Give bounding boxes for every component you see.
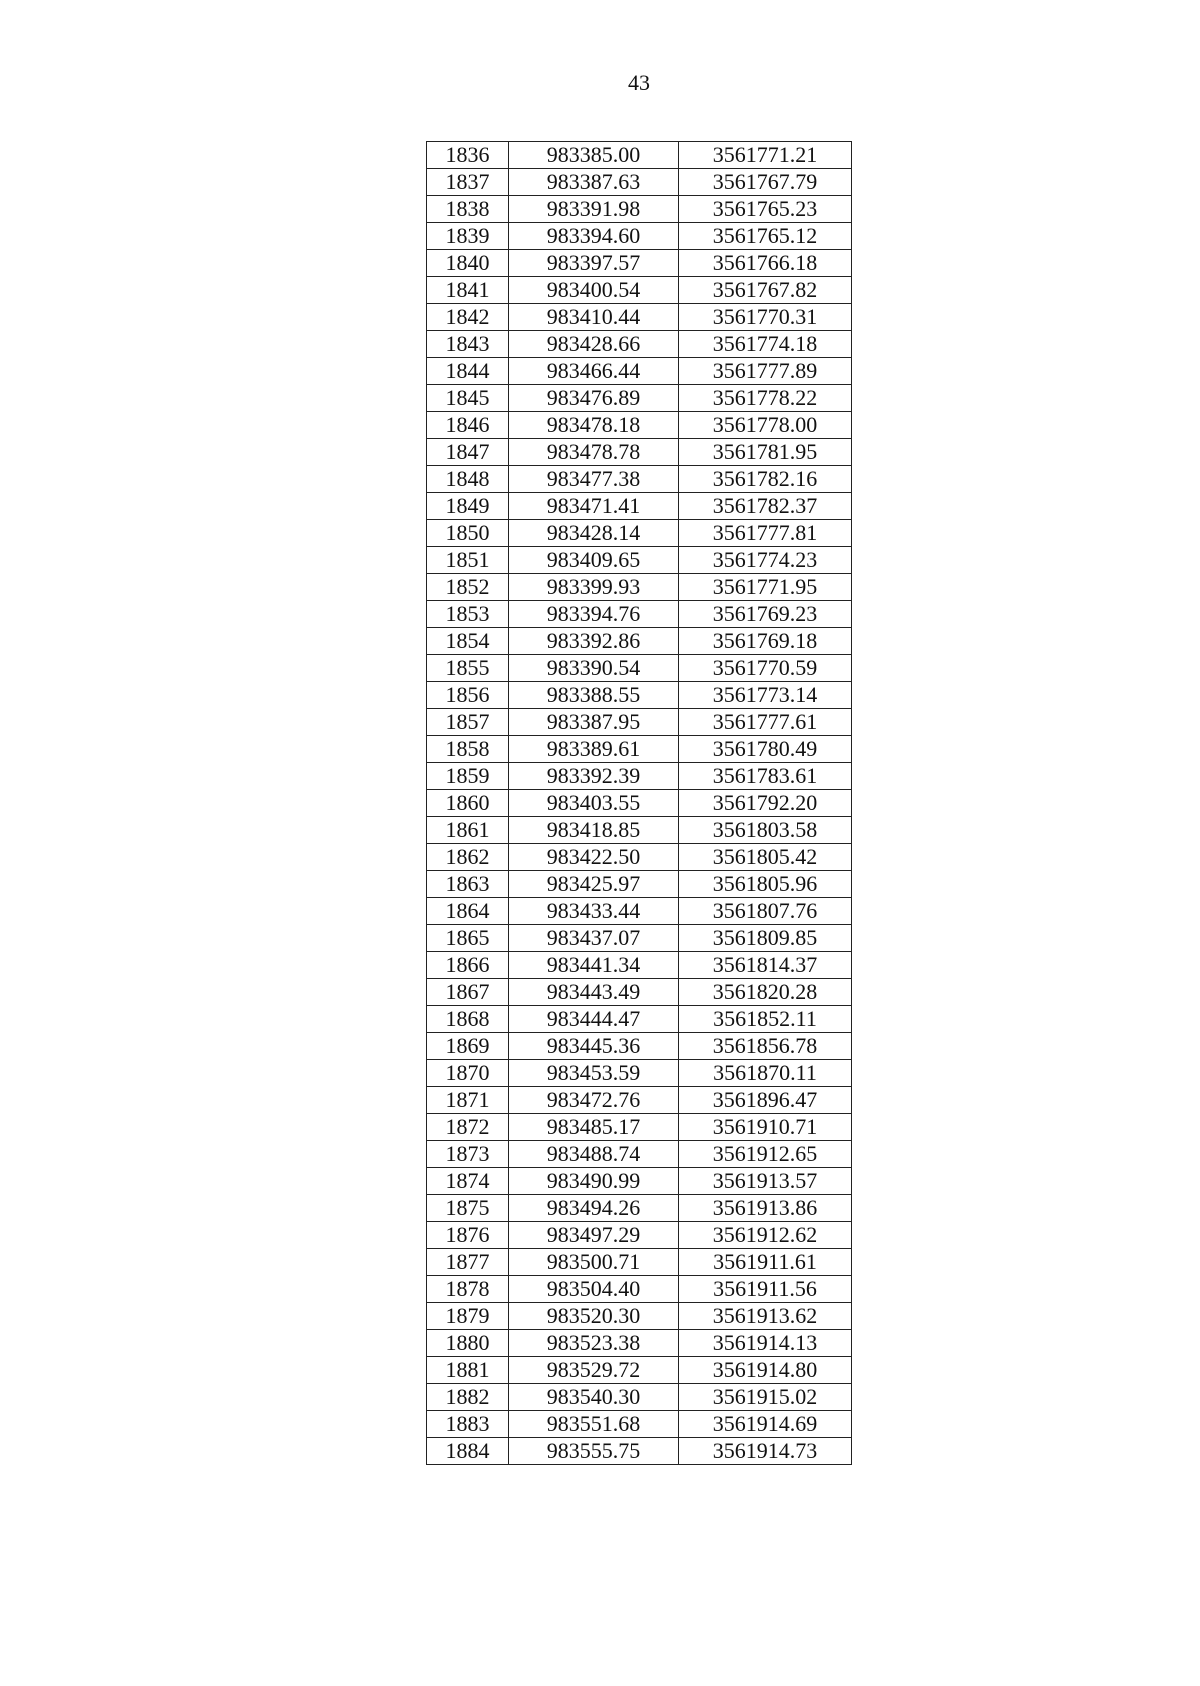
y-coordinate-cell: 3561769.18 (679, 628, 852, 655)
point-number-cell: 1840 (427, 250, 509, 277)
y-coordinate-cell: 3561774.18 (679, 331, 852, 358)
y-coordinate-cell: 3561913.57 (679, 1168, 852, 1195)
point-number-cell: 1852 (427, 574, 509, 601)
table-row (427, 1438, 852, 1465)
table-row (427, 709, 852, 736)
point-number-cell: 1864 (427, 898, 509, 925)
x-coordinate-cell: 983443.49 (509, 979, 679, 1006)
point-number-cell: 1862 (427, 844, 509, 871)
point-number-cell: 1870 (427, 1060, 509, 1087)
x-coordinate-cell: 983391.98 (509, 196, 679, 223)
y-coordinate-cell: 3561803.58 (679, 817, 852, 844)
y-coordinate-cell: 3561914.13 (679, 1330, 852, 1357)
x-coordinate-cell: 983488.74 (509, 1141, 679, 1168)
point-number-cell: 1859 (427, 763, 509, 790)
x-coordinate-cell: 983394.76 (509, 601, 679, 628)
x-coordinate-cell: 983478.18 (509, 412, 679, 439)
y-coordinate-cell: 3561778.22 (679, 385, 852, 412)
table-row (427, 142, 852, 169)
x-coordinate-cell: 983471.41 (509, 493, 679, 520)
y-coordinate-cell: 3561781.95 (679, 439, 852, 466)
x-coordinate-cell: 983523.38 (509, 1330, 679, 1357)
x-coordinate-cell: 983472.76 (509, 1087, 679, 1114)
point-number-cell: 1854 (427, 628, 509, 655)
x-coordinate-cell: 983422.50 (509, 844, 679, 871)
table-row (427, 925, 852, 952)
table-row (427, 385, 852, 412)
y-coordinate-cell: 3561912.62 (679, 1222, 852, 1249)
x-coordinate-cell: 983500.71 (509, 1249, 679, 1276)
y-coordinate-cell: 3561914.73 (679, 1438, 852, 1465)
page-number: 43 (628, 70, 650, 95)
table-row (427, 412, 852, 439)
table-row (427, 547, 852, 574)
table-row (427, 736, 852, 763)
table-row (427, 1249, 852, 1276)
coordinates-table (426, 141, 852, 1465)
table-row (427, 1168, 852, 1195)
table-row (427, 1303, 852, 1330)
x-coordinate-cell: 983466.44 (509, 358, 679, 385)
x-coordinate-cell: 983397.57 (509, 250, 679, 277)
y-coordinate-cell: 3561780.49 (679, 736, 852, 763)
point-number-cell: 1844 (427, 358, 509, 385)
point-number-cell: 1842 (427, 304, 509, 331)
y-coordinate-cell: 3561910.71 (679, 1114, 852, 1141)
y-coordinate-cell: 3561870.11 (679, 1060, 852, 1087)
point-number-cell: 1884 (427, 1438, 509, 1465)
y-coordinate-cell: 3561914.80 (679, 1357, 852, 1384)
y-coordinate-cell: 3561805.96 (679, 871, 852, 898)
y-coordinate-cell: 3561783.61 (679, 763, 852, 790)
table-row (427, 520, 852, 547)
point-number-cell: 1850 (427, 520, 509, 547)
table-row (427, 979, 852, 1006)
y-coordinate-cell: 3561770.59 (679, 655, 852, 682)
table-row (427, 790, 852, 817)
point-number-cell: 1838 (427, 196, 509, 223)
y-coordinate-cell: 3561777.61 (679, 709, 852, 736)
y-coordinate-cell: 3561814.37 (679, 952, 852, 979)
point-number-cell: 1855 (427, 655, 509, 682)
table-row (427, 655, 852, 682)
x-coordinate-cell: 983403.55 (509, 790, 679, 817)
table-row (427, 1141, 852, 1168)
x-coordinate-cell: 983392.39 (509, 763, 679, 790)
point-number-cell: 1856 (427, 682, 509, 709)
y-coordinate-cell: 3561856.78 (679, 1033, 852, 1060)
y-coordinate-cell: 3561782.37 (679, 493, 852, 520)
y-coordinate-cell: 3561770.31 (679, 304, 852, 331)
point-number-cell: 1876 (427, 1222, 509, 1249)
x-coordinate-cell: 983387.95 (509, 709, 679, 736)
y-coordinate-cell: 3561766.18 (679, 250, 852, 277)
point-number-cell: 1874 (427, 1168, 509, 1195)
x-coordinate-cell: 983388.55 (509, 682, 679, 709)
table-row (427, 358, 852, 385)
table-row (427, 1195, 852, 1222)
x-coordinate-cell: 983485.17 (509, 1114, 679, 1141)
point-number-cell: 1863 (427, 871, 509, 898)
x-coordinate-cell: 983400.54 (509, 277, 679, 304)
x-coordinate-cell: 983387.63 (509, 169, 679, 196)
y-coordinate-cell: 3561915.02 (679, 1384, 852, 1411)
point-number-cell: 1879 (427, 1303, 509, 1330)
y-coordinate-cell: 3561807.76 (679, 898, 852, 925)
x-coordinate-cell: 983425.97 (509, 871, 679, 898)
table-row (427, 1114, 852, 1141)
point-number-cell: 1860 (427, 790, 509, 817)
table-row (427, 574, 852, 601)
table-row (427, 1411, 852, 1438)
point-number-cell: 1869 (427, 1033, 509, 1060)
x-coordinate-cell: 983389.61 (509, 736, 679, 763)
point-number-cell: 1839 (427, 223, 509, 250)
table-row (427, 844, 852, 871)
point-number-cell: 1881 (427, 1357, 509, 1384)
x-coordinate-cell: 983394.60 (509, 223, 679, 250)
point-number-cell: 1846 (427, 412, 509, 439)
table-row (427, 763, 852, 790)
point-number-cell: 1878 (427, 1276, 509, 1303)
y-coordinate-cell: 3561911.61 (679, 1249, 852, 1276)
point-number-cell: 1858 (427, 736, 509, 763)
y-coordinate-cell: 3561805.42 (679, 844, 852, 871)
x-coordinate-cell: 983444.47 (509, 1006, 679, 1033)
table-row (427, 952, 852, 979)
point-number-cell: 1848 (427, 466, 509, 493)
y-coordinate-cell: 3561913.62 (679, 1303, 852, 1330)
table-row (427, 628, 852, 655)
table-row (427, 1384, 852, 1411)
x-coordinate-cell: 983437.07 (509, 925, 679, 952)
x-coordinate-cell: 983390.54 (509, 655, 679, 682)
table-row (427, 331, 852, 358)
x-coordinate-cell: 983494.26 (509, 1195, 679, 1222)
point-number-cell: 1867 (427, 979, 509, 1006)
point-number-cell: 1849 (427, 493, 509, 520)
y-coordinate-cell: 3561820.28 (679, 979, 852, 1006)
x-coordinate-cell: 983551.68 (509, 1411, 679, 1438)
y-coordinate-cell: 3561765.23 (679, 196, 852, 223)
x-coordinate-cell: 983418.85 (509, 817, 679, 844)
point-number-cell: 1873 (427, 1141, 509, 1168)
point-number-cell: 1847 (427, 439, 509, 466)
table-row (427, 1330, 852, 1357)
x-coordinate-cell: 983497.29 (509, 1222, 679, 1249)
point-number-cell: 1865 (427, 925, 509, 952)
point-number-cell: 1871 (427, 1087, 509, 1114)
y-coordinate-cell: 3561767.79 (679, 169, 852, 196)
table-row (427, 1357, 852, 1384)
point-number-cell: 1861 (427, 817, 509, 844)
x-coordinate-cell: 983428.14 (509, 520, 679, 547)
y-coordinate-cell: 3561774.23 (679, 547, 852, 574)
x-coordinate-cell: 983520.30 (509, 1303, 679, 1330)
y-coordinate-cell: 3561852.11 (679, 1006, 852, 1033)
point-number-cell: 1857 (427, 709, 509, 736)
y-coordinate-cell: 3561771.21 (679, 142, 852, 169)
table-row (427, 1060, 852, 1087)
y-coordinate-cell: 3561896.47 (679, 1087, 852, 1114)
point-number-cell: 1866 (427, 952, 509, 979)
point-number-cell: 1875 (427, 1195, 509, 1222)
point-number-cell: 1883 (427, 1411, 509, 1438)
table-row (427, 196, 852, 223)
point-number-cell: 1836 (427, 142, 509, 169)
table-row (427, 439, 852, 466)
point-number-cell: 1843 (427, 331, 509, 358)
x-coordinate-cell: 983428.66 (509, 331, 679, 358)
table-row (427, 250, 852, 277)
table-row (427, 817, 852, 844)
x-coordinate-cell: 983540.30 (509, 1384, 679, 1411)
table-row (427, 1087, 852, 1114)
x-coordinate-cell: 983385.00 (509, 142, 679, 169)
x-coordinate-cell: 983477.38 (509, 466, 679, 493)
table-row (427, 871, 852, 898)
y-coordinate-cell: 3561777.89 (679, 358, 852, 385)
point-number-cell: 1877 (427, 1249, 509, 1276)
y-coordinate-cell: 3561765.12 (679, 223, 852, 250)
x-coordinate-cell: 983476.89 (509, 385, 679, 412)
x-coordinate-cell: 983410.44 (509, 304, 679, 331)
table-row (427, 682, 852, 709)
point-number-cell: 1837 (427, 169, 509, 196)
x-coordinate-cell: 983433.44 (509, 898, 679, 925)
x-coordinate-cell: 983399.93 (509, 574, 679, 601)
y-coordinate-cell: 3561914.69 (679, 1411, 852, 1438)
point-number-cell: 1853 (427, 601, 509, 628)
table-row (427, 277, 852, 304)
point-number-cell: 1880 (427, 1330, 509, 1357)
point-number-cell: 1882 (427, 1384, 509, 1411)
x-coordinate-cell: 983392.86 (509, 628, 679, 655)
table-row (427, 1222, 852, 1249)
x-coordinate-cell: 983555.75 (509, 1438, 679, 1465)
x-coordinate-cell: 983453.59 (509, 1060, 679, 1087)
table-row (427, 1006, 852, 1033)
y-coordinate-cell: 3561767.82 (679, 277, 852, 304)
x-coordinate-cell: 983445.36 (509, 1033, 679, 1060)
table-row (427, 493, 852, 520)
x-coordinate-cell: 983529.72 (509, 1357, 679, 1384)
table-row (427, 601, 852, 628)
point-number-cell: 1872 (427, 1114, 509, 1141)
y-coordinate-cell: 3561777.81 (679, 520, 852, 547)
table-row (427, 1276, 852, 1303)
y-coordinate-cell: 3561912.65 (679, 1141, 852, 1168)
x-coordinate-cell: 983409.65 (509, 547, 679, 574)
point-number-cell: 1868 (427, 1006, 509, 1033)
table-row (427, 1033, 852, 1060)
y-coordinate-cell: 3561771.95 (679, 574, 852, 601)
y-coordinate-cell: 3561778.00 (679, 412, 852, 439)
table-row (427, 898, 852, 925)
x-coordinate-cell: 983441.34 (509, 952, 679, 979)
y-coordinate-cell: 3561911.56 (679, 1276, 852, 1303)
coordinates-table-body (427, 142, 852, 1465)
y-coordinate-cell: 3561792.20 (679, 790, 852, 817)
point-number-cell: 1841 (427, 277, 509, 304)
table-row (427, 466, 852, 493)
y-coordinate-cell: 3561773.14 (679, 682, 852, 709)
x-coordinate-cell: 983490.99 (509, 1168, 679, 1195)
x-coordinate-cell: 983478.78 (509, 439, 679, 466)
table-row (427, 223, 852, 250)
table-row (427, 169, 852, 196)
table-row (427, 304, 852, 331)
y-coordinate-cell: 3561913.86 (679, 1195, 852, 1222)
x-coordinate-cell: 983504.40 (509, 1276, 679, 1303)
y-coordinate-cell: 3561782.16 (679, 466, 852, 493)
y-coordinate-cell: 3561769.23 (679, 601, 852, 628)
point-number-cell: 1845 (427, 385, 509, 412)
point-number-cell: 1851 (427, 547, 509, 574)
y-coordinate-cell: 3561809.85 (679, 925, 852, 952)
